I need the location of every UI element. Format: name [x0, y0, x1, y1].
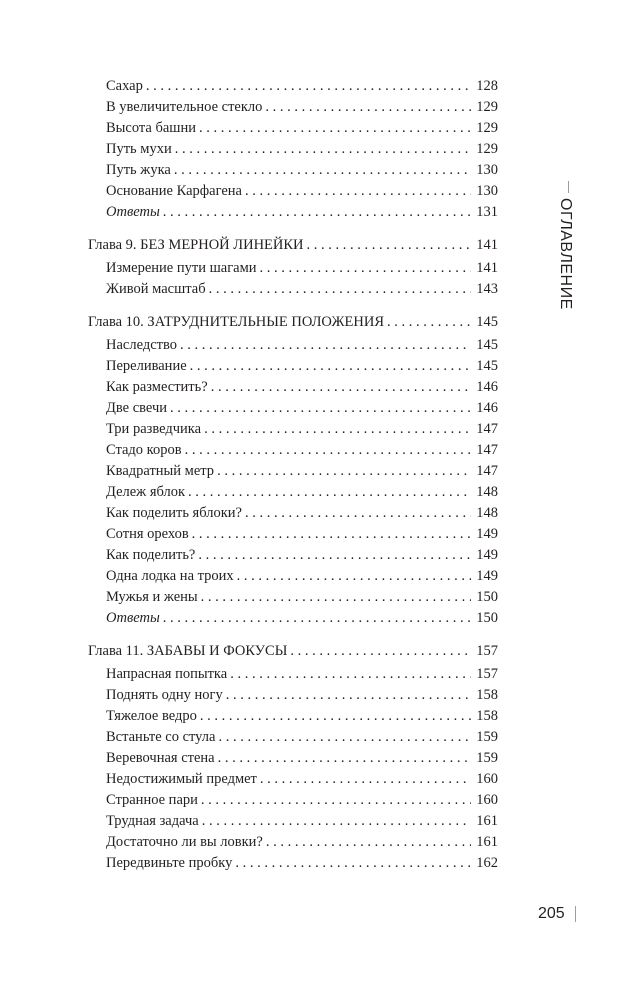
toc-leader-dots	[170, 398, 471, 418]
toc-leader-dots	[226, 685, 471, 705]
toc-entry-title: Передвиньте пробку	[106, 855, 233, 871]
toc-entry-title: Две свечи	[106, 400, 168, 416]
toc-entry-page: 145	[476, 314, 498, 330]
toc-entry-page: 147	[476, 463, 498, 479]
toc-leader-dots	[260, 769, 471, 789]
toc-entry-title: Ответы	[106, 204, 160, 220]
toc-entry	[88, 664, 498, 684]
toc-entry-page: 147	[476, 421, 498, 437]
page-number-divider	[575, 906, 576, 922]
toc-entry-title: Измерение пути шагами	[106, 260, 257, 276]
toc-entry-title: Мужья и жены	[106, 589, 198, 605]
toc-entry-page: 147	[476, 442, 498, 458]
toc-entry-title: Поднять одну ногу	[106, 687, 223, 703]
toc-chapter-entry	[88, 235, 498, 255]
toc-entry-page: 162	[476, 855, 498, 871]
toc-entry-title: Одна лодка на троих	[106, 568, 234, 584]
toc-entry-page: 157	[476, 666, 498, 682]
toc-entry-title: Глава 11. ЗАБАВЫ И ФОКУСЫ	[88, 643, 288, 659]
toc-leader-dots	[218, 727, 471, 747]
toc-leader-dots	[198, 545, 471, 565]
toc-leader-dots	[217, 461, 471, 481]
toc-leader-dots	[192, 524, 471, 544]
toc-leader-dots	[163, 608, 471, 628]
toc-leader-dots	[180, 335, 471, 355]
toc-leader-dots	[199, 118, 471, 138]
toc-entry	[88, 566, 498, 586]
toc-entry-page: 131	[476, 204, 498, 220]
toc-leader-dots	[202, 811, 471, 831]
toc-entry-title: Основание Карфагена	[106, 183, 242, 199]
toc-entry	[88, 419, 498, 439]
toc-entry-title: Глава 10. ЗАТРУДНИТЕЛЬНЫЕ ПОЛОЖЕНИЯ	[88, 314, 384, 330]
toc-entry-page: 141	[476, 260, 498, 276]
toc-entry-page: 129	[476, 99, 498, 115]
toc-entry-page: 159	[476, 729, 498, 745]
toc-entry	[88, 790, 498, 810]
toc-leader-dots	[387, 312, 471, 332]
toc-leader-dots	[235, 853, 471, 873]
toc-entry-title: Стадо коров	[106, 442, 182, 458]
toc-entry	[88, 482, 498, 502]
toc-entry	[88, 160, 498, 180]
toc-entry	[88, 727, 498, 747]
toc-leader-dots	[218, 748, 471, 768]
toc-leader-dots	[175, 139, 471, 159]
toc-entry	[88, 608, 498, 628]
toc-entry	[88, 685, 498, 705]
page-number: 205	[538, 905, 565, 922]
toc-entry	[88, 335, 498, 355]
toc-entry	[88, 832, 498, 852]
toc-entry	[88, 398, 498, 418]
toc-entry	[88, 811, 498, 831]
toc-entry-title: Веревочная стена	[106, 750, 215, 766]
toc-entry-page: 159	[476, 750, 498, 766]
toc-entry-page: 130	[476, 183, 498, 199]
toc-entry-page: 160	[476, 771, 498, 787]
side-divider	[568, 181, 569, 193]
toc-entry-page: 146	[476, 400, 498, 416]
toc-entry-page: 157	[476, 643, 498, 659]
toc-entry-page: 158	[476, 708, 498, 724]
toc-entry-page: 145	[476, 337, 498, 353]
toc-entry-title: Квадратный метр	[106, 463, 215, 479]
toc-entry-page: 149	[476, 526, 498, 542]
toc-entry	[88, 853, 498, 873]
toc-leader-dots	[209, 279, 471, 299]
toc-entry-title: Высота башни	[106, 120, 196, 136]
toc-leader-dots	[188, 482, 471, 502]
toc-leader-dots	[230, 664, 471, 684]
toc-entry-title: Путь мухи	[106, 141, 172, 157]
toc-entry-title: Наследство	[106, 337, 177, 353]
toc-entry	[88, 545, 498, 565]
toc-chapter-entry	[88, 641, 498, 661]
toc-entry-page: 161	[476, 813, 498, 829]
toc-entry-page: 148	[476, 505, 498, 521]
toc-entry-page: 149	[476, 547, 498, 563]
toc-entry-page: 129	[476, 120, 498, 136]
toc-entry	[88, 202, 498, 222]
toc-entry-page: 150	[476, 589, 498, 605]
toc-entry-page: 149	[476, 568, 498, 584]
toc-entry-page: 143	[476, 281, 498, 297]
toc-leader-dots	[260, 258, 471, 278]
toc-leader-dots	[201, 587, 471, 607]
toc-entry-title: Ответы	[106, 610, 160, 626]
toc-entry	[88, 279, 498, 299]
toc-leader-dots	[307, 235, 471, 255]
toc-leader-dots	[265, 97, 471, 117]
toc-leader-dots	[237, 566, 471, 586]
toc-entry-title: Напрасная попытка	[106, 666, 228, 682]
toc-leader-dots	[211, 377, 471, 397]
toc-leader-dots	[245, 181, 471, 201]
toc-entry	[88, 503, 498, 523]
toc-entry	[88, 748, 498, 768]
toc-entry-page: 128	[476, 78, 498, 94]
toc-entry	[88, 181, 498, 201]
toc-leader-dots	[163, 202, 471, 222]
toc-entry	[88, 258, 498, 278]
toc-entry	[88, 76, 498, 96]
toc-chapter-entry	[88, 312, 498, 332]
toc-leader-dots	[200, 706, 471, 726]
toc-entry-title: Как поделить?	[106, 547, 196, 563]
toc-entry-page: 150	[476, 610, 498, 626]
toc-entry-title: Переливание	[106, 358, 187, 374]
toc-leader-dots	[204, 419, 471, 439]
toc-entry-title: Сотня орехов	[106, 526, 189, 542]
toc-entry-title: Путь жука	[106, 162, 171, 178]
toc-entry-title: Живой масштаб	[106, 281, 206, 297]
toc-leader-dots	[146, 76, 471, 96]
toc-entry	[88, 118, 498, 138]
toc-entry-title: Достаточно ли вы ловки?	[106, 834, 263, 850]
toc-entry-title: Недостижимый предмет	[106, 771, 257, 787]
toc-entry-title: Встаньте со стула	[106, 729, 216, 745]
toc-leader-dots	[290, 641, 471, 661]
toc-leader-dots	[201, 790, 471, 810]
toc-leader-dots	[185, 440, 471, 460]
toc-entry	[88, 461, 498, 481]
toc-entry	[88, 377, 498, 397]
toc-entry-page: 160	[476, 792, 498, 808]
toc-leader-dots	[190, 356, 471, 376]
toc-entry-page: 141	[476, 237, 498, 253]
toc-entry-title: Сахар	[106, 78, 143, 94]
running-head: ОГЛАВЛЕНИЕ	[557, 198, 574, 310]
toc-leader-dots	[174, 160, 471, 180]
toc-entry-title: Тяжелое ведро	[106, 708, 197, 724]
toc-entry-title: Трудная задача	[106, 813, 199, 829]
toc-entry-title: Глава 9. БЕЗ МЕРНОЙ ЛИНЕЙКИ	[88, 237, 304, 253]
toc-entry-title: Как поделить яблоки?	[106, 505, 242, 521]
toc-entry	[88, 587, 498, 607]
toc-entry	[88, 97, 498, 117]
toc-entry-page: 130	[476, 162, 498, 178]
toc-leader-dots	[245, 503, 471, 523]
toc-entry	[88, 356, 498, 376]
toc-entry-page: 161	[476, 834, 498, 850]
toc-entry-title: Три разведчика	[106, 421, 202, 437]
toc-entry-page: 148	[476, 484, 498, 500]
toc-leader-dots	[266, 832, 471, 852]
toc-entry-title: Дележ яблок	[106, 484, 186, 500]
toc-entry-title: Странное пари	[106, 792, 198, 808]
toc-entry	[88, 139, 498, 159]
toc-entry-title: В увеличительное стекло	[106, 99, 263, 115]
toc-entry	[88, 524, 498, 544]
toc-entry	[88, 440, 498, 460]
toc-entry-page: 129	[476, 141, 498, 157]
toc-entry	[88, 769, 498, 789]
toc-entry-page: 146	[476, 379, 498, 395]
toc-entry-page: 145	[476, 358, 498, 374]
toc-entry	[88, 706, 498, 726]
toc-entry-page: 158	[476, 687, 498, 703]
toc-entry-title: Как разместить?	[106, 379, 208, 395]
